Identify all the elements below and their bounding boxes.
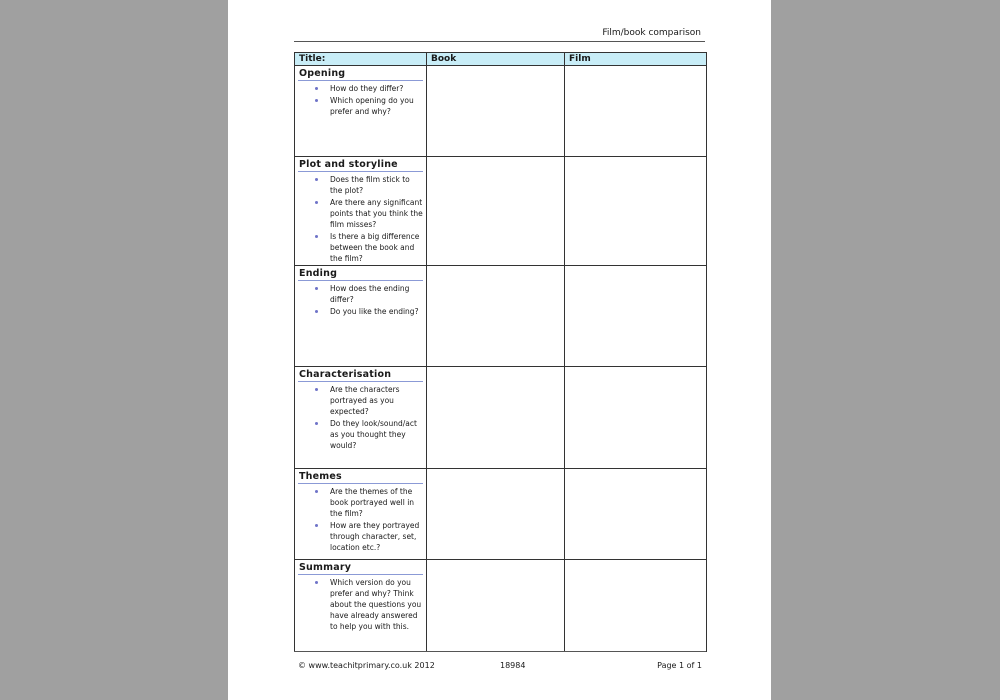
prompt-text: Do you like the ending?	[330, 307, 419, 316]
comparison-table	[294, 52, 707, 652]
footer-page-number: Page 1 of 1	[657, 661, 702, 670]
film-answer-cell[interactable]	[565, 560, 707, 652]
prompt-item	[298, 231, 424, 264]
prompt-item	[298, 174, 424, 196]
column-header-film: Film	[565, 53, 707, 66]
bullet-icon	[315, 201, 318, 204]
bullet-icon	[315, 388, 318, 391]
prompt-item	[298, 486, 424, 519]
prompt-cell	[295, 266, 427, 367]
bullet-icon	[315, 581, 318, 584]
bullet-icon	[315, 490, 318, 493]
prompt-text: How do they differ?	[330, 84, 404, 93]
bullet-icon	[315, 235, 318, 238]
prompt-cell	[295, 367, 427, 469]
document-footer	[294, 651, 706, 670]
prompt-cell	[295, 157, 427, 266]
prompt-cell	[295, 66, 427, 157]
film-answer-cell[interactable]	[565, 157, 707, 266]
prompt-item	[298, 197, 424, 230]
document-header-title: Film/book comparison	[602, 28, 701, 38]
bullet-icon	[315, 422, 318, 425]
section-heading: Plot and storyline	[298, 158, 423, 172]
prompt-list	[298, 384, 424, 451]
prompt-item	[298, 384, 424, 417]
bullet-icon	[315, 524, 318, 527]
prompt-item	[298, 83, 424, 94]
prompt-text: How are they portrayed through character, set, location etc.?	[330, 521, 420, 552]
prompt-text: Which version do you prefer and why? Think about the questions you have already answered to help you with this.	[330, 578, 422, 631]
book-answer-cell[interactable]	[427, 367, 565, 469]
footer-copyright: © www.teachitprimary.co.uk 2012	[298, 661, 435, 670]
film-answer-cell[interactable]	[565, 66, 707, 157]
bullet-icon	[315, 87, 318, 90]
prompt-text: Do they look/sound/act as you thought they would?	[330, 419, 417, 450]
section-heading: Summary	[298, 561, 423, 575]
book-answer-cell[interactable]	[427, 560, 565, 652]
table-row-themes	[295, 469, 707, 560]
prompt-item	[298, 283, 424, 305]
prompt-list	[298, 174, 424, 264]
section-heading: Characterisation	[298, 368, 423, 382]
footer-resource-code: 18984	[500, 661, 526, 670]
prompt-item	[298, 95, 424, 117]
book-answer-cell[interactable]	[427, 266, 565, 367]
table-row-opening	[295, 66, 707, 157]
table-header-row	[295, 53, 707, 66]
prompt-item	[298, 520, 424, 553]
table-row-plot	[295, 157, 707, 266]
header-rule	[294, 41, 705, 42]
prompt-text: Does the film stick to the plot?	[330, 175, 410, 195]
prompt-list	[298, 486, 424, 553]
prompt-item	[298, 418, 424, 451]
prompt-item	[298, 577, 424, 632]
column-header-title: Title:	[295, 53, 427, 66]
document-page	[228, 0, 771, 700]
section-heading: Ending	[298, 267, 423, 281]
prompt-item	[298, 306, 424, 317]
table-row-summary	[295, 560, 707, 652]
section-heading: Opening	[298, 67, 423, 81]
prompt-text: Are the themes of the book portrayed well in the film?	[330, 487, 415, 518]
prompt-text: How does the ending differ?	[330, 284, 410, 304]
film-answer-cell[interactable]	[565, 367, 707, 469]
bullet-icon	[315, 287, 318, 290]
prompt-text: Which opening do you prefer and why?	[330, 96, 414, 116]
prompt-text: Are there any significant points that you think the film misses?	[330, 198, 423, 229]
prompt-text: Are the characters portrayed as you expected?	[330, 385, 400, 416]
prompt-cell	[295, 560, 427, 652]
section-heading: Themes	[298, 470, 423, 484]
prompt-list	[298, 577, 424, 632]
prompt-list	[298, 283, 424, 317]
film-answer-cell[interactable]	[565, 266, 707, 367]
prompt-text: Is there a big difference between the book and the film?	[330, 232, 420, 263]
prompt-list	[298, 83, 424, 117]
bullet-icon	[315, 178, 318, 181]
prompt-cell	[295, 469, 427, 560]
film-answer-cell[interactable]	[565, 469, 707, 560]
book-answer-cell[interactable]	[427, 157, 565, 266]
column-header-book: Book	[427, 53, 565, 66]
table-row-characterisation	[295, 367, 707, 469]
book-answer-cell[interactable]	[427, 469, 565, 560]
bullet-icon	[315, 99, 318, 102]
table-row-ending	[295, 266, 707, 367]
book-answer-cell[interactable]	[427, 66, 565, 157]
bullet-icon	[315, 310, 318, 313]
